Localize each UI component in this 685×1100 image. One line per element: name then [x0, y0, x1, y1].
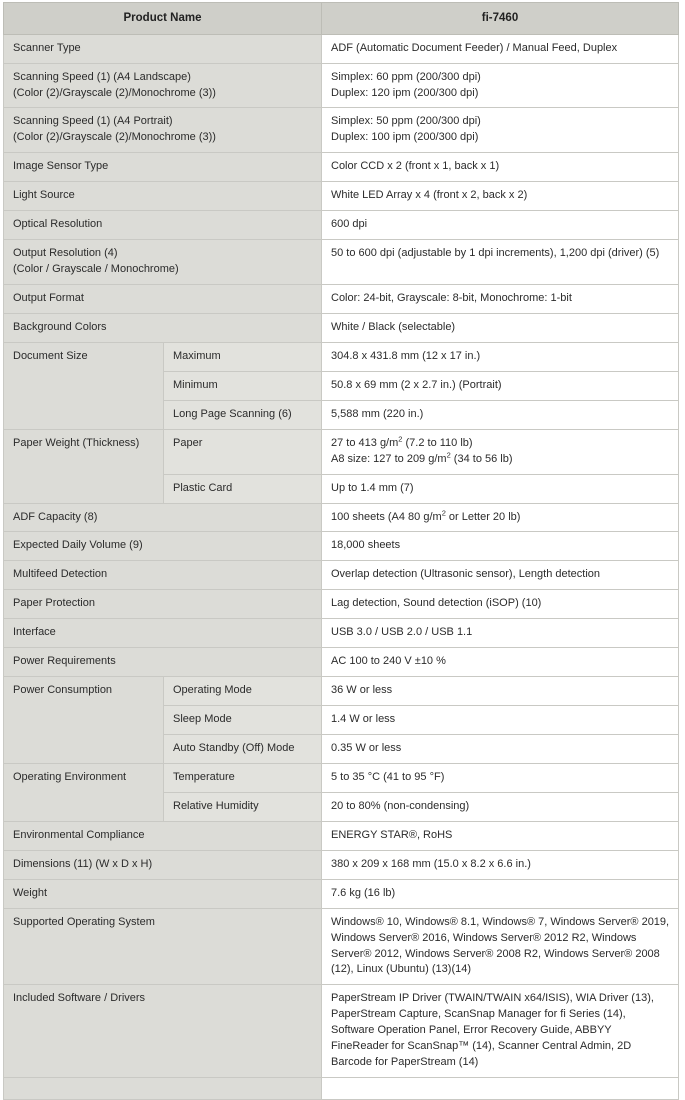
value-line: PaperStream IP Driver (TWAIN/TWAIN x64/ISIS), WIA Driver (13), PaperStream Capture, ScanSnap Manager for fi Series (14), Software Operation Panel, Error Recovery Guide, ABBYY FineReader for ScanSnap™ (14), Scanner Central Admin, 2D Barcode for PaperStream (14) — [331, 992, 654, 1069]
row-value-cell — [322, 792, 679, 821]
row-value-cell — [322, 429, 679, 474]
row-label-cell — [4, 648, 322, 677]
row-label-cell — [4, 153, 322, 182]
row-value-cell — [322, 1078, 679, 1100]
row-value-cell — [322, 63, 679, 108]
row-value-cell — [322, 182, 679, 211]
table-row — [4, 503, 679, 532]
value-line: Duplex: 120 ipm (200/300 dpi) — [331, 86, 479, 99]
row-value-cell — [322, 503, 679, 532]
table-row — [4, 108, 679, 153]
value-line: 27 to 413 $g/m^2$ (7.2 to 110 lb) — [331, 434, 473, 449]
value-line: Included Software / Drivers — [13, 992, 146, 1005]
table-row — [4, 677, 679, 706]
row-label-cell — [4, 1078, 322, 1100]
value-line: 36 W or less — [331, 684, 393, 697]
row-value-cell — [322, 735, 679, 764]
table-row — [4, 429, 679, 474]
value-line: Expected Daily Volume (9) — [13, 539, 143, 552]
table-row — [4, 648, 679, 677]
value-line: Light Source — [13, 189, 75, 202]
value-line: Background Colors — [13, 320, 107, 333]
value-line: 5 to 35 °C (41 to 95 °F) — [331, 770, 445, 783]
table-row — [4, 985, 679, 1078]
value-line: 50.8 x 69 mm (2 x 2.7 in.) (Portrait) — [331, 378, 502, 391]
row-label-cell — [4, 211, 322, 240]
value-line: Optical Resolution — [13, 218, 103, 231]
row-label-cell — [4, 821, 322, 850]
value-line: Scanning Speed (1) (A4 Landscape) — [13, 70, 191, 83]
value-line: Power Requirements — [13, 655, 116, 668]
row-value-cell — [322, 985, 679, 1078]
table-row — [4, 211, 679, 240]
row-label-cell — [4, 63, 322, 108]
value-line: 50 to 600 dpi (adjustable by 1 dpi increments), 1,200 dpi (driver) (5) — [331, 247, 660, 260]
value-line: Operating Environment — [13, 770, 127, 783]
table-row — [4, 34, 679, 63]
row-sublabel-cell — [164, 429, 322, 474]
row-value-cell — [322, 211, 679, 240]
table-row — [4, 850, 679, 879]
value-line: Supported Operating System — [13, 915, 155, 928]
value-line: Document Size — [13, 349, 88, 362]
row-value-cell — [322, 590, 679, 619]
value-line: (Color (2)/Grayscale (2)/Monochrome (3)) — [13, 86, 216, 99]
row-label-cell — [4, 285, 322, 314]
product-specification-table — [3, 2, 679, 1100]
header-product-name: Product Name — [4, 3, 322, 35]
row-sublabel-cell — [164, 400, 322, 429]
header-model-name: fi-7460 — [322, 3, 679, 35]
row-value-cell — [322, 371, 679, 400]
table-body — [4, 34, 679, 1099]
row-value-cell — [322, 706, 679, 735]
row-sublabel-cell — [164, 735, 322, 764]
value-line: Output Format — [13, 292, 84, 305]
row-label-cell — [4, 342, 164, 429]
table-row — [4, 63, 679, 108]
value-line: Image Sensor Type — [13, 160, 109, 173]
row-label-cell — [4, 34, 322, 63]
value-line: Simplex: 50 ppm (200/300 dpi) — [331, 115, 481, 128]
row-value-cell — [322, 240, 679, 285]
value-line: AC 100 to 240 V ±10 % — [331, 655, 446, 668]
table-header-row — [4, 3, 679, 35]
row-value-cell — [322, 34, 679, 63]
value-line: Power Consumption — [13, 684, 113, 697]
value-line: Environmental Compliance — [13, 828, 145, 841]
value-line: ADF (Automatic Document Feeder) / Manual Feed, Duplex — [331, 41, 618, 54]
value-line: Overlap detection (Ultrasonic sensor), Length detection — [331, 568, 601, 581]
value-line: Operating Mode — [173, 684, 252, 697]
value-line: 7.6 kg (16 lb) — [331, 886, 396, 899]
value-line: Duplex: 100 ipm (200/300 dpi) — [331, 131, 479, 144]
value-line: Color CCD x 2 (front x 1, back x 1) — [331, 160, 500, 173]
row-value-cell — [322, 763, 679, 792]
value-line: 18,000 sheets — [331, 539, 401, 552]
value-line: 5,588 mm (220 in.) — [331, 407, 424, 420]
row-label-cell — [4, 182, 322, 211]
table-row — [4, 182, 679, 211]
row-value-cell — [322, 619, 679, 648]
value-line: Output Resolution (4) — [13, 247, 118, 260]
row-sublabel-cell — [164, 763, 322, 792]
value-line: Lag detection, Sound detection (iSOP) (10) — [331, 597, 542, 610]
row-label-cell — [4, 108, 322, 153]
row-label-cell — [4, 619, 322, 648]
table-row — [4, 532, 679, 561]
row-value-cell — [322, 879, 679, 908]
value-line: Sleep Mode — [173, 713, 232, 726]
row-value-cell — [322, 400, 679, 429]
row-value-cell — [322, 474, 679, 503]
row-label-cell — [4, 985, 322, 1078]
row-sublabel-cell — [164, 342, 322, 371]
row-label-cell — [4, 677, 164, 764]
row-value-cell — [322, 108, 679, 153]
table-row — [4, 313, 679, 342]
row-value-cell — [322, 821, 679, 850]
row-value-cell — [322, 561, 679, 590]
value-line: Minimum — [173, 378, 218, 391]
row-sublabel-cell — [164, 474, 322, 503]
value-line: 1.4 W or less — [331, 713, 396, 726]
row-sublabel-cell — [164, 792, 322, 821]
table-row-partial — [4, 1078, 679, 1100]
value-line: Scanning Speed (1) (A4 Portrait) — [13, 115, 173, 128]
value-line: ENERGY STAR®, RoHS — [331, 828, 453, 841]
value-line: Simplex: 60 ppm (200/300 dpi) — [331, 70, 481, 83]
row-sublabel-cell — [164, 677, 322, 706]
value-line: ADF Capacity (8) — [13, 510, 98, 523]
row-value-cell — [322, 313, 679, 342]
table-row — [4, 590, 679, 619]
value-line: A8 size: 127 to 209 $g/m^2$ (34 to 56 lb) — [331, 450, 513, 465]
row-label-cell — [4, 590, 322, 619]
value-line: 20 to 80% (non-condensing) — [331, 799, 470, 812]
row-sublabel-cell — [164, 706, 322, 735]
value-line: 600 dpi — [331, 218, 368, 231]
value-line: Windows® 10, Windows® 8.1, Windows® 7, Windows Server® 2019, Windows Server® 2016, Windows Server® 2012 R2, Windows Server® 2012, Windows Server® 2008 R2, Windows Server® 2008 (12), Linux (Ubuntu) (13)(14) — [331, 915, 670, 976]
value-line: 380 x 209 x 168 mm (15.0 x 8.2 x 6.6 in.) — [331, 857, 531, 870]
value-line: Maximum — [173, 349, 221, 362]
row-label-cell — [4, 879, 322, 908]
table-row — [4, 240, 679, 285]
value-line: Long Page Scanning (6) — [173, 407, 292, 420]
table-row — [4, 285, 679, 314]
value-line: Auto Standby (Off) Mode — [173, 742, 295, 755]
value-line: (Color / Grayscale / Monochrome) — [13, 263, 179, 276]
value-line: White LED Array x 4 (front x 2, back x 2) — [331, 189, 528, 202]
table-row — [4, 821, 679, 850]
row-sublabel-cell — [164, 371, 322, 400]
row-label-cell — [4, 503, 322, 532]
value-line: Paper Weight (Thickness) — [13, 436, 140, 449]
row-label-cell — [4, 429, 164, 503]
value-line: Up to 1.4 mm (7) — [331, 481, 414, 494]
row-label-cell — [4, 240, 322, 285]
value-line: Paper Protection — [13, 597, 95, 610]
row-value-cell — [322, 285, 679, 314]
value-line: 0.35 W or less — [331, 742, 402, 755]
table-header — [4, 3, 679, 35]
row-label-cell — [4, 763, 164, 821]
row-value-cell — [322, 677, 679, 706]
value-line: 304.8 x 431.8 mm (12 x 17 in.) — [331, 349, 481, 362]
value-line: Dimensions (11) (W x D x H) — [13, 857, 153, 870]
row-label-cell — [4, 532, 322, 561]
value-line: Temperature — [173, 770, 235, 783]
row-value-cell — [322, 648, 679, 677]
value-line: Interface — [13, 626, 56, 639]
row-label-cell — [4, 850, 322, 879]
value-line: 100 sheets (A4 80 $g/m^2$ or Letter 20 lb) — [331, 507, 521, 523]
value-line: Weight — [13, 886, 48, 899]
row-value-cell — [322, 342, 679, 371]
value-line: Multifeed Detection — [13, 568, 108, 581]
value-line: White / Black (selectable) — [331, 320, 456, 333]
table-row — [4, 619, 679, 648]
value-line: Color: 24-bit, Grayscale: 8-bit, Monochrome: 1-bit — [331, 292, 572, 305]
row-label-cell — [4, 561, 322, 590]
table-row — [4, 153, 679, 182]
value-line: Relative Humidity — [173, 799, 259, 812]
value-line: USB 3.0 / USB 2.0 / USB 1.1 — [331, 626, 473, 639]
value-line: Paper — [173, 436, 203, 449]
row-value-cell — [322, 850, 679, 879]
value-line: Scanner Type — [13, 41, 81, 54]
row-value-cell — [322, 532, 679, 561]
table-row — [4, 561, 679, 590]
row-value-cell — [322, 153, 679, 182]
table-row — [4, 763, 679, 792]
value-line: (Color (2)/Grayscale (2)/Monochrome (3)) — [13, 131, 216, 144]
table-row — [4, 879, 679, 908]
table-row — [4, 342, 679, 371]
value-line: Plastic Card — [173, 481, 233, 494]
row-label-cell — [4, 313, 322, 342]
